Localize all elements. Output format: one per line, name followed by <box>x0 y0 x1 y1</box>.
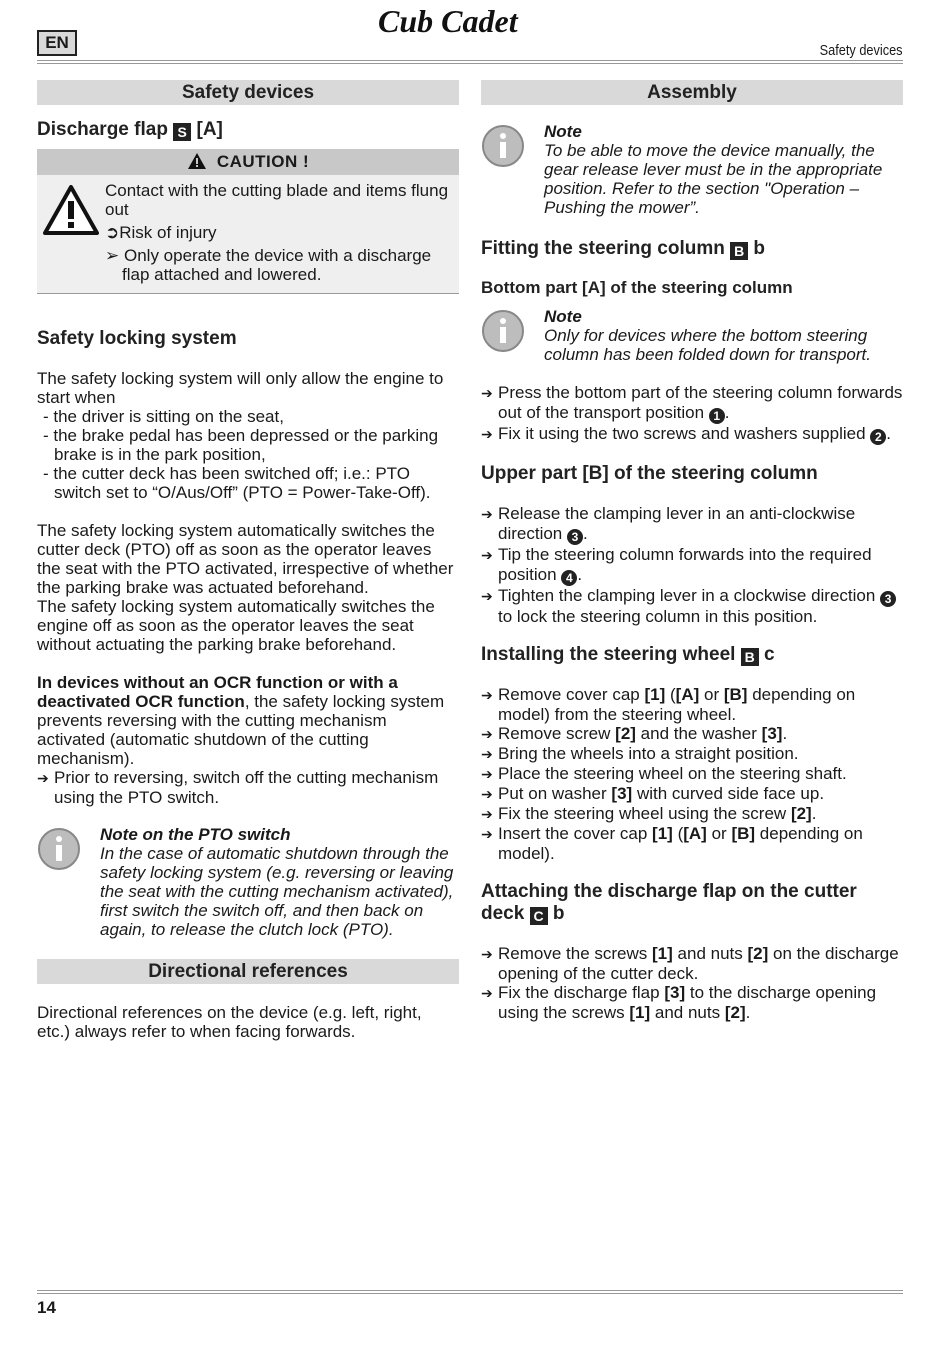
note-title: Note on the PTO switch <box>100 825 291 844</box>
caution-measure: ➢ Only operate the device with a discharge flap attached and lowered. <box>105 246 432 284</box>
callout-number: 2 <box>870 429 886 445</box>
discharge-flap-heading: Discharge flap S [A] <box>37 119 223 140</box>
arrow-icon: ➔ <box>481 746 493 762</box>
info-icon <box>37 827 81 871</box>
caution-body <box>37 175 459 293</box>
footer-rule <box>37 1290 903 1291</box>
list-item: ➔ Fix the discharge flap [3] to the discharge opening using the screws [1] and nuts [2]. <box>481 983 877 1022</box>
warning-triangle-icon <box>43 185 99 235</box>
arrow-icon: ➔ <box>481 826 493 842</box>
left-column <box>37 80 459 1041</box>
header-rule <box>37 60 903 61</box>
note-title: Note <box>544 122 582 141</box>
list-item: ➔ Fix the steering wheel using the screw [2]. <box>481 804 817 823</box>
arrow-icon: ➔ <box>481 806 493 822</box>
header-rule-secondary <box>37 63 903 64</box>
cub-cadet-logo <box>378 4 564 40</box>
attach-flap-heading: Attaching the discharge flap on the cutter deck C b <box>481 881 857 924</box>
arrow-icon: ➔ <box>481 766 493 782</box>
arrow-icon: ➔ <box>481 786 493 802</box>
list-item: ➔ Remove cover cap [1] ([A] or [B] depending on model) from the steering wheel. <box>481 685 856 724</box>
directional-text: Directional references on the device (e.g. left, right, etc.) always refer to when facing forwards. <box>37 1003 422 1041</box>
figure-badge: C <box>530 907 548 925</box>
steering-wheel-heading: Installing the steering wheel B c <box>481 644 775 665</box>
svg-text:Cub Cadet: Cub Cadet <box>378 4 518 39</box>
figure-badge: S <box>173 123 191 141</box>
bottom-part-heading: Bottom part [A] of the steering column <box>481 278 793 297</box>
upper-part-heading: Upper part [B] of the steering column <box>481 463 818 484</box>
note-body: In the case of automatic shutdown through the safety locking system (e.g. reversing or leaving the seat with the cutting mechanism activated), first switch the switch off, and then back on again, to release the clutch lock (PTO). <box>100 844 454 939</box>
arrow-icon: ➔ <box>481 726 493 742</box>
arrow-icon: ➔ <box>481 426 493 442</box>
steering-column-heading: Fitting the steering column B b <box>481 238 766 259</box>
list-item: - the cutter deck has been switched off; i.e.: PTO switch set to “O/Aus/Off” (PTO = Power-Take-Off). <box>43 464 431 502</box>
arrow-icon: ➔ <box>37 770 49 786</box>
caution-header: CAUTION ! <box>37 149 459 175</box>
list-item: ➔ Tighten the clamping lever in a clockwise direction 3 to lock the steering column in this position. <box>481 586 903 626</box>
caution-consequence: ➲Risk of injury <box>105 223 217 242</box>
list-item: ➔ Remove screw [2] and the washer [3]. <box>481 724 788 743</box>
arrow-icon: ➔ <box>481 547 493 563</box>
arrow-icon: ➔ <box>481 588 493 604</box>
ocr-paragraph: In devices without an OCR function or with a deactivated OCR function, the safety locking system prevents reversing with the cutting mechanism activated (automatic shutdown of the cutting mechanism). <box>37 673 445 768</box>
bottom-part-note <box>481 307 903 364</box>
arrow-icon: ➔ <box>481 985 493 1001</box>
arrow-icon: ➔ <box>481 506 493 522</box>
footer-rule-secondary <box>37 1293 903 1294</box>
safety-locking-para-2: The safety locking system automatically switches the engine off as soon as the operator leaves the seat without actuating the parking brake beforehand. <box>37 597 435 654</box>
list-item: ➔ Release the clamping lever in an anti-clockwise direction 3 . <box>481 504 856 544</box>
callout-number: 3 <box>567 529 583 545</box>
note-title: Note <box>544 307 582 326</box>
note-body: To be able to move the device manually, the gear release lever must be in the appropriate position. Refer to the section "Operation – Pushing the mower”. <box>544 141 883 217</box>
page-number: 14 <box>37 1298 56 1317</box>
section-banner-assembly: Assembly <box>481 80 903 105</box>
section-banner-directional: Directional references <box>37 959 459 984</box>
caution-hazard: Contact with the cutting blade and items flung out <box>105 181 449 219</box>
arrow-icon: ➔ <box>481 687 493 703</box>
warning-icon <box>187 152 207 170</box>
callout-number: 4 <box>561 570 577 586</box>
info-icon <box>481 309 525 353</box>
section-banner-safety-devices: Safety devices <box>37 80 459 105</box>
arrow-icon: ➔ <box>481 385 493 401</box>
running-head: Safety devices <box>820 42 903 59</box>
list-item: ➔ Prior to reversing, switch off the cutting mechanism using the PTO switch. <box>37 768 439 807</box>
callout-number: 1 <box>709 408 725 424</box>
callout-number: 3 <box>880 591 896 607</box>
list-item: - the brake pedal has been depressed or the parking brake is in the park position, <box>43 426 439 464</box>
list-item: ➔ Put on washer [3] with curved side face up. <box>481 784 825 803</box>
assembly-note <box>481 122 903 217</box>
info-icon <box>481 124 525 168</box>
safety-locking-para-1: The safety locking system automatically switches the cutter deck (PTO) off as soon as the operator leaves the seat with the PTO activated, irrespective of whether the parking brake was actuated beforehand. <box>37 521 454 597</box>
note-body: Only for devices where the bottom steering column has been folded down for transport. <box>544 326 871 364</box>
list-item: ➔ Remove the screws [1] and nuts [2] on the discharge opening of the cutter deck. <box>481 944 899 983</box>
list-item: ➔ Insert the cover cap [1] ([A] or [B] depending on model). <box>481 824 863 863</box>
figure-badge: B <box>730 242 748 260</box>
safety-locking-heading: Safety locking system <box>37 328 237 349</box>
list-item: ➔ Tip the steering column forwards into the required position 4 . <box>481 545 872 585</box>
list-item: - the driver is sitting on the seat, <box>43 407 284 426</box>
arrow-icon: ➔ <box>481 946 493 962</box>
figure-badge: B <box>741 648 759 666</box>
list-item: ➔ Fix it using the two screws and washers supplied 2 . <box>481 424 892 444</box>
caution-box <box>37 149 459 294</box>
safety-locking-intro: The safety locking system will only allow the engine to start when <box>37 369 444 407</box>
pto-note <box>37 825 459 939</box>
language-badge: EN <box>37 30 77 56</box>
list-item: ➔ Bring the wheels into a straight position. <box>481 744 799 763</box>
list-item: ➔ Place the steering wheel on the steering shaft. <box>481 764 847 783</box>
right-column <box>481 80 903 1022</box>
list-item: ➔ Press the bottom part of the steering column forwards out of the transport position 1 . <box>481 383 903 423</box>
